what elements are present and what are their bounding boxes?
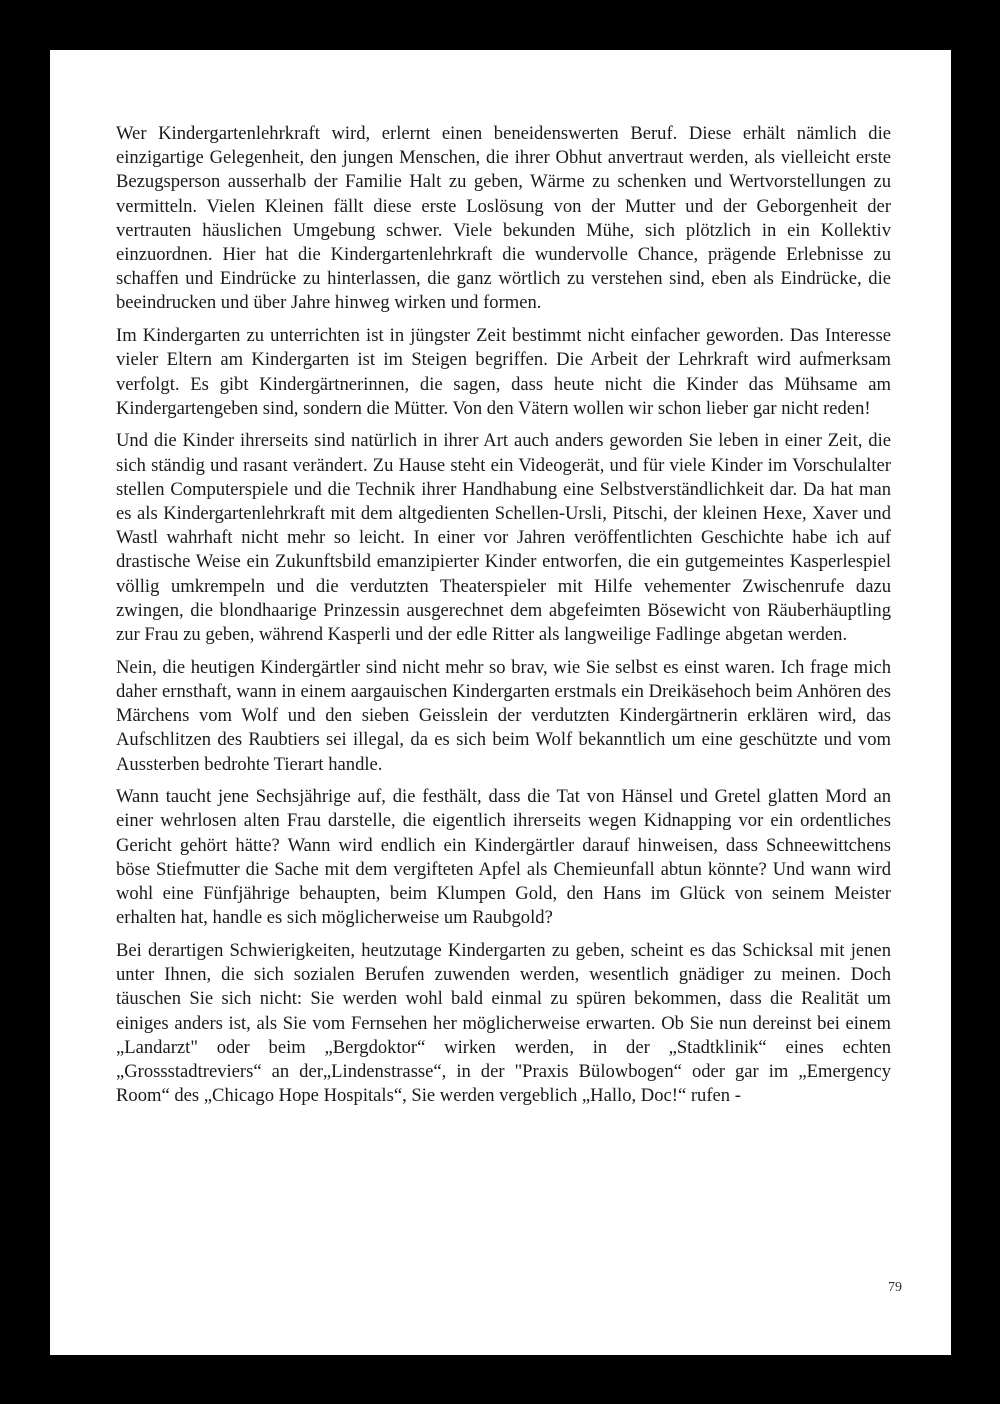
paragraph-6: Bei derartigen Schwierigkeiten, heutzutage Kindergarten zu geben, scheint es das Schicksal mit jenen unter Ihnen, die sich sozialen Berufen zuwenden werden, wesentlich gnädiger zu meinen. Doch täuschen Sie sich nicht: Sie werden wohl bald einmal zu spüren bekommen, dass die Realität um einiges anders ist, als Sie vom Fernsehen her möglicherweise erwarten. Ob Sie nun dereinst bei einem „Landarzt" oder beim „Bergdoktor“ wirken werden, in der „Stadtklinik“ eines echten „Grossstadtreviers“ an der„Lindenstrasse“, in der "Praxis Bülowbogen“ oder gar im „Emergency Room“ des „Chicago Hope Hospitals“, Sie werden vergeblich „Hallo, Doc!“ rufen -	[116, 940, 891, 1107]
body-text	[116, 122, 891, 1117]
paragraph-2: Im Kindergarten zu unterrichten ist in jüngster Zeit bestimmt nicht einfacher geworden. Das Interesse vieler Eltern am Kindergarten ist im Steigen begriffen. Die Arbeit der Lehrkraft wird aufmerksam verfolgt. Es gibt Kindergärtnerinnen, die sagen, dass heute nicht die Kinder das Mühsame am Kindergartengeben sind, sondern die Mütter. Von den Vätern wollen wir schon lieber gar nicht reden!	[116, 325, 891, 419]
paragraph-4: Nein, die heutigen Kindergärtler sind nicht mehr so brav, wie Sie selbst es einst waren. Ich frage mich daher ernsthaft, wann in einem aargauischen Kindergarten erstmals ein Dreikäsehoch beim Anhören des Märchens vom Wolf und den sieben Geisslein der verdutzten Kindergärtnerin erklären wird, das Aufschlitzen des Raubtiers sei illegal, da es sich beim Wolf bekanntlich um eine geschützte und vom Aussterben bedrohte Tierart handle.	[116, 656, 891, 775]
paragraph-1: Wer Kindergartenlehrkraft wird, erlernt einen beneidenswerten Beruf. Diese erhält nämlich die einzigartige Gelegenheit, den jungen Menschen, die ihrer Obhut anvertraut werden, als vielleicht erste Bezugsperson ausserhalb der Familie Halt zu geben, Wärme zu schenken und Wertvorstellungen zu vermitteln. Vielen Kleinen fällt diese erste Loslösung von der Mutter und der Geborgenheit der vertrauten häuslichen Umgebung schwer. Viele bekunden Mühe, sich plötzlich in ein Kollektiv einzuordnen. Hier hat die Kindergartenlehrkraft die wundervolle Chance, prägende Erlebnisse zu schaffen und Eindrücke zu hinterlassen, die ganz wörtlich zu verstehen sind, eben als Eindrücke, die beeindrucken und über Jahre hinweg wirken und formen.	[116, 123, 891, 314]
paragraph-5: Wann taucht jene Sechsjährige auf, die festhält, dass die Tat von Hänsel und Gretel glatten Mord an einer wehrlosen alten Frau darstelle, die eigentlich ihrerseits wegen Kidnapping vor ein ordentliches Gericht gehört hätte? Wann wird endlich ein Kindergärtler darauf hinweisen, dass Schneewittchens böse Stiefmutter die Sache mit dem vergifteten Apfel als Chemieunfall abtun könnte? Und wann wird wohl eine Fünfjährige behaupten, beim Klumpen Gold, den Hans im Glück von seinem Meister erhalten hat, handle es sich möglicherweise um Raubgold?	[116, 786, 891, 929]
document-page	[50, 50, 951, 1355]
page-number: 79	[888, 1280, 902, 1295]
paragraph-3: Und die Kinder ihrerseits sind natürlich in ihrer Art auch anders geworden Sie leben in einer Zeit, die sich ständig und rasant verändert. Zu Hause steht ein Videogerät, und für viele Kinder im Vorschulalter stellen Computerspiele und die Technik ihrer Handhabung eine Selbstverständlichkeit dar. Da hat man es als Kindergartenlehrkraft mit dem altgedienten Schellen-Ursli, Pitschi, der kleinen Hexe, Xaver und Wastl wahrhaft nicht mehr so leicht. In einer vor Jahren veröffentlichten Geschichte habe ich auf drastische Weise ein Zukunftsbild emanzipierter Kinder entworfen, die ein gutgemeintes Kasperlespiel völlig umkrempeln und die verdutzten Theaterspieler mit Hilfe vehementer Zwischenrufe dazu zwingen, die blondhaarige Prinzessin ausgerechnet dem abgefeimten Bösewicht von Räuberhäuptling zur Frau zu geben, während Kasperli und der edle Ritter als langweilige Fadlinge abgetan werden.	[116, 430, 891, 646]
